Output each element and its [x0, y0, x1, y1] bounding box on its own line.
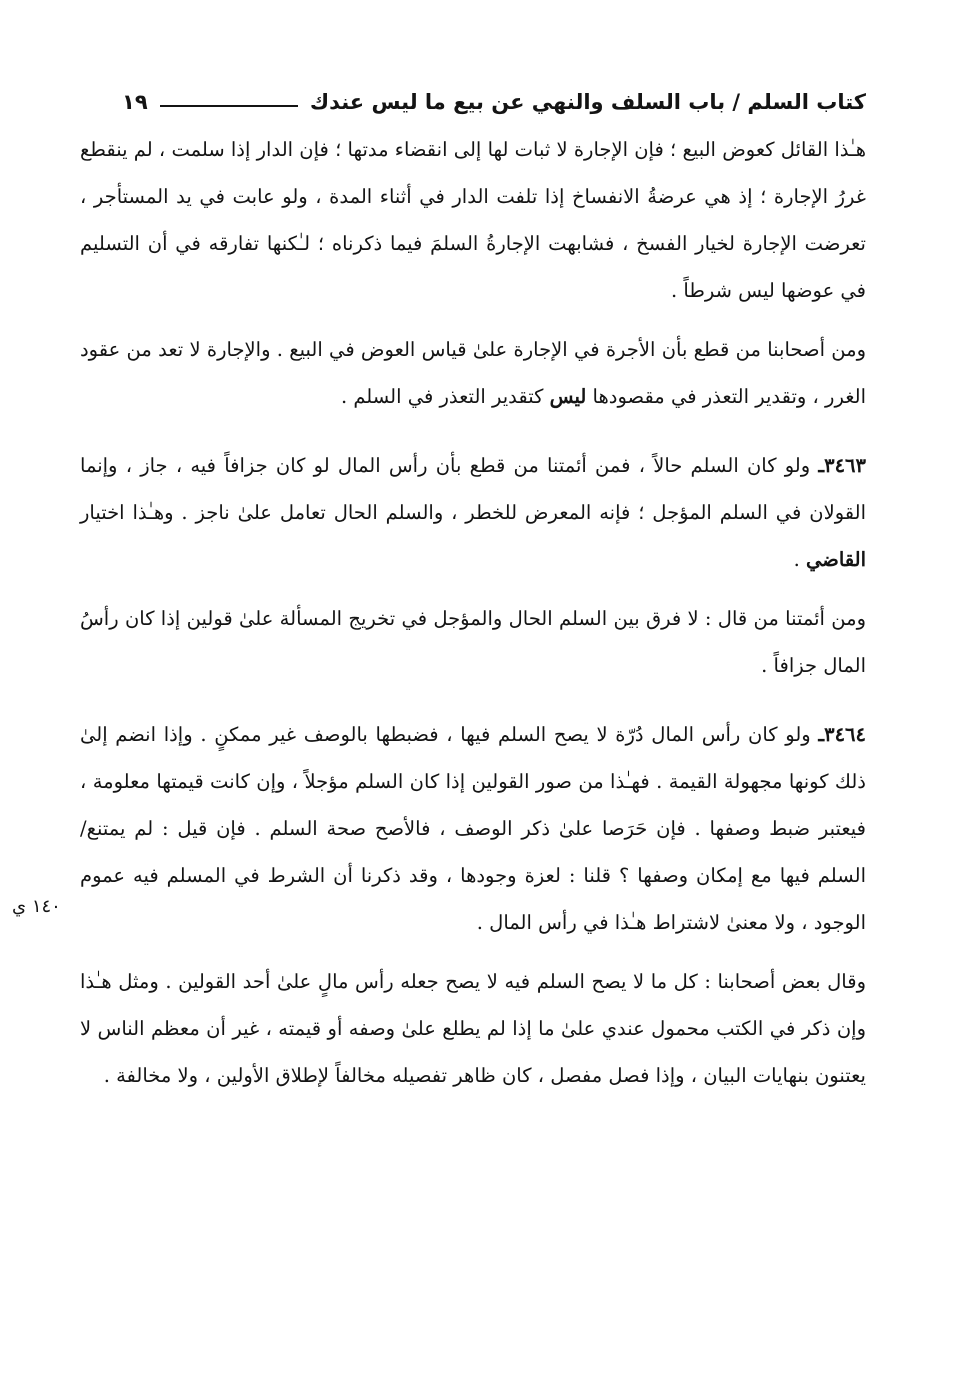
paragraph-4: ومن أئمتنا من قال : لا فرق بين السلم الحال والمؤجل في تخريج المسألة علىٰ قولين إذا كان رأسُ المال جزافاً .: [80, 607, 866, 677]
paragraph-2: [80, 326, 866, 420]
header-rule: [160, 105, 298, 107]
paragraph-3-bold-name: القاضي: [806, 548, 866, 571]
issue-number-3464: ٣٤٦٤ـ: [818, 723, 866, 746]
issue-number-3463: ٣٤٦٣ـ: [818, 454, 866, 477]
paragraph-5-text: ولو كان رأس المال دُرّة لا يصح السلم فيها ، فضبطها بالوصف غير ممكنٍ . وإذا انضم إلىٰ ذلك كونها مجهولة القيمة . فهـٰذا من صور القولين إذا كان السلم مؤجلاً ، وإن كانت قيمتها معلومة ، فيعتبر ضبط وصفها . فإن حَرَصا علىٰ ذكر الوصف ، فالأصح صحة السلم . فإن قيل : لم يمتنع/ السلم فيها مع إمكان وصفها ؟ قلنا : لعزة وجودها ، وقد ذكرنا أن الشرط في المسلم فيه عموم الوجود ، ولا معنىٰ لاشتراط هـٰذا في رأس المال .: [80, 723, 866, 934]
manuscript-folio-note: ١٤٠ ي: [12, 896, 61, 917]
paragraph-3-text-a: ولو كان السلم حالاً ، فمن أئمتنا من قطع بأن رأس المال لو كان جزافاً فيه ، جاز ، وإنما القولان في السلم المؤجل ؛ فإنه المعرض للخطر ، والسلم الحال تعامل علىٰ ناجز . وهـٰذا اختيار: [80, 454, 866, 524]
paragraph-3: [80, 442, 866, 583]
paragraph-5: [80, 711, 866, 946]
paragraph-2-bold-word: ليس: [549, 385, 587, 408]
page-number: ١٩: [122, 90, 148, 114]
paragraph-6: وقال بعض أصحابنا : كل ما لا يصح السلم فيه لا يصح جعله رأس مالٍ علىٰ أحد القولين . ومثل هـٰذا وإن ذكر في الكتب محمول عندي علىٰ ما إذا لم يطلع علىٰ وصفه أو قيمته ، غير أن معظم الناس لا يعتنون بنهايات البيان ، وإذا فصل مفصل ، كان ظاهر تفصيله مخالفاً لإطلاق الأولين ، ولا مخالفة .: [80, 970, 866, 1087]
paragraph-3-text-b: .: [793, 548, 800, 571]
paragraph-1: هـٰذا القائل كعوض البيع ؛ فإن الإجارة لا ثبات لها إلى انقضاء مدتها ؛ فإن الدار إذا سلمت ، لم ينقطع غررُ الإجارة ؛ إذ هي عرضةُ الانفساخ إذا تلفت الدار في أثناء المدة ، ولو عابت في يد المستأجر ، تعرضت الإجارة لخيار الفسخ ، فشابهت الإجارةُ السلمَ فيما ذكرناه ؛ لـٰكنها تفارقه في أن التسليم في عوضها ليس شرطاً .: [80, 138, 866, 302]
paragraph-2-text-b: كتقدير التعذر في السلم .: [340, 385, 544, 408]
paragraph-2-text-a: ومن أصحابنا من قطع بأن الأجرة في الإجارة علىٰ قياس العوض في البيع . والإجارة لا تعد من عقود الغرر ، وتقدير التعذر في مقصودها: [80, 338, 866, 408]
running-title: كتاب السلم / باب السلف والنهي عن بيع ما ليس عندك: [309, 90, 866, 114]
page-header: [82, 84, 866, 120]
body-text: [80, 126, 866, 1099]
